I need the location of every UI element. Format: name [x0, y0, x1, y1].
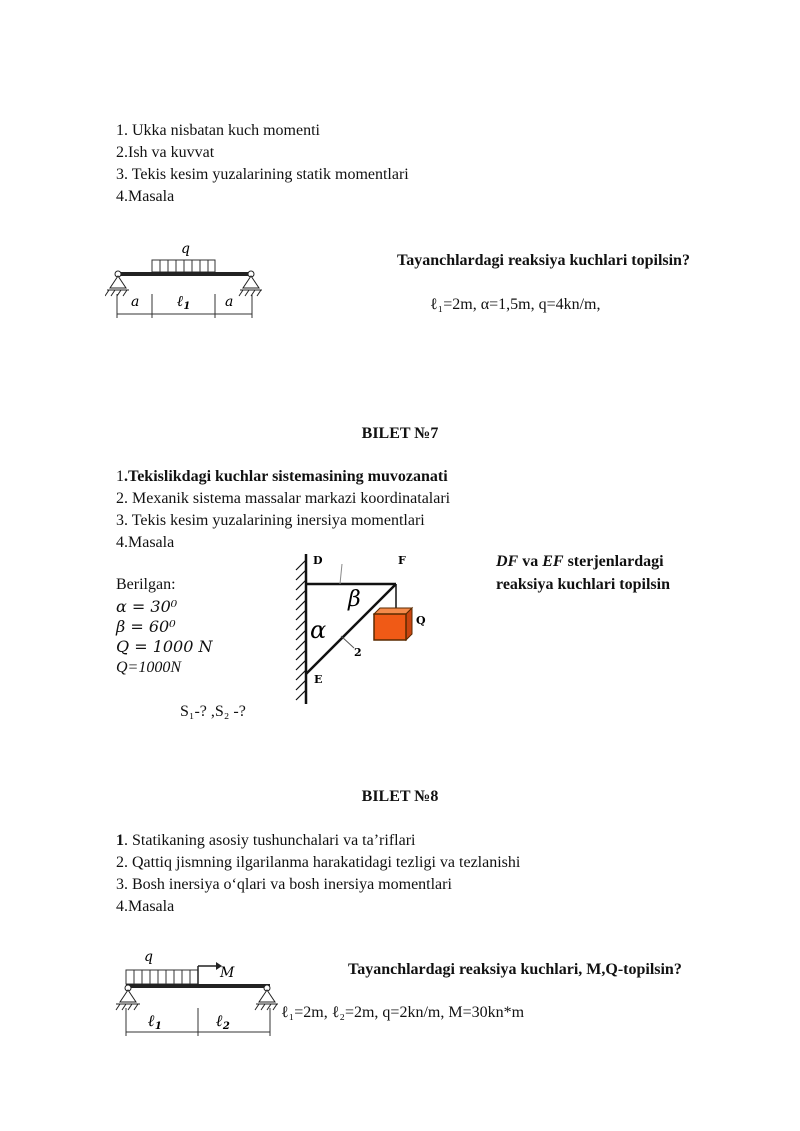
dim-a-left: a [131, 294, 140, 310]
dim-l1-sub: 1 [154, 1021, 162, 1032]
ticket7-question-1: 1.Tekislikdagi kuchlar sistemasining muvozanati [116, 468, 448, 485]
node-f-label: F [398, 554, 406, 567]
beta-angle-label: β [348, 587, 361, 612]
ticket8-question-3: 3. Bosh inersiya o‘qlari va bosh inersiya momentlari [116, 876, 452, 893]
beam-diagram-8 [112, 944, 287, 1040]
node-d-label: D [313, 554, 323, 567]
task-statement-1: Tayanchlardagi reaksiya kuchlari topilsin? [397, 252, 690, 269]
question-4: 4.Masala [116, 188, 175, 205]
task-statement-7-line1: DF va EF sterjenlardagi [496, 553, 664, 570]
node-e-label: E [314, 673, 323, 686]
dim-l-sub: 1 [183, 301, 191, 312]
load-q-label: Q [416, 614, 426, 627]
ticket7-question-4: 4.Masala [116, 534, 175, 551]
ticket7-question-2: 2. Mexanik sistema massalar markazi koordinatalari [116, 490, 451, 507]
load-q-label-8: q [144, 949, 153, 965]
given-alpha: α = 30⁰ [116, 597, 178, 616]
load-label: q [181, 241, 190, 257]
unknowns: S₁-? ,S₂ -? [180, 703, 246, 720]
alpha-angle-label: α [310, 616, 327, 644]
dim-l-label: ℓ [177, 292, 184, 310]
ticket-7-title: BILET №7 [361, 425, 439, 442]
given-q-math: Q = 1000 N [116, 637, 213, 656]
svg-text:ℓ2 [215, 1011, 230, 1032]
ticket8-question-4: 4.Masala [116, 898, 175, 915]
ticket8-question-2: 2. Qattiq jismning ilgarilanma harakatidagi tezligi va tezlanishi [116, 854, 521, 871]
given-q-plain: Q=1000N [116, 659, 182, 676]
task-statement-7-line2: reaksiya kuchlari topilsin [496, 576, 670, 593]
dim-l2-sub: 2 [222, 1021, 230, 1032]
question-2: 2.Ish va kuvvat [116, 144, 215, 161]
svg-text:ℓ1 [147, 1011, 162, 1032]
given-values-8: ℓ₁=2m, ℓ₂=2m, q=2kn/m, M=30kn*m [281, 1004, 525, 1021]
question-1: 1. Ukka nisbatan kuch momenti [116, 122, 320, 139]
ticket7-question-3: 3. Tekis kesim yuzalarining inersiya momentlari [116, 512, 425, 529]
bar-2-label: 2 [354, 646, 362, 659]
question-3: 3. Tekis kesim yuzalarining statik momentlari [116, 166, 409, 183]
moment-m-label: M [220, 965, 235, 981]
dim-a-right: a [225, 294, 234, 310]
svg-text:ℓ1 [177, 292, 190, 312]
ticket8-question-1: 1. Statikaning asosiy tushunchalari va ta’riflari [116, 832, 416, 849]
truss-diagram [288, 550, 438, 710]
ticket-8-title: BILET №8 [361, 788, 439, 805]
given-beta: β = 60⁰ [116, 617, 176, 636]
given-values-1: ℓ₁=2m, α=1,5m, q=4kn/m, [430, 296, 601, 313]
dim-l2-label: ℓ [216, 1011, 223, 1030]
task-statement-8: Tayanchlardagi reaksiya kuchlari, M,Q-topilsin? [348, 961, 682, 978]
load-box [374, 614, 406, 640]
given-label: Berilgan: [116, 576, 176, 593]
beam-diagram-1 [105, 238, 275, 323]
dim-l1-label: ℓ [148, 1011, 155, 1030]
